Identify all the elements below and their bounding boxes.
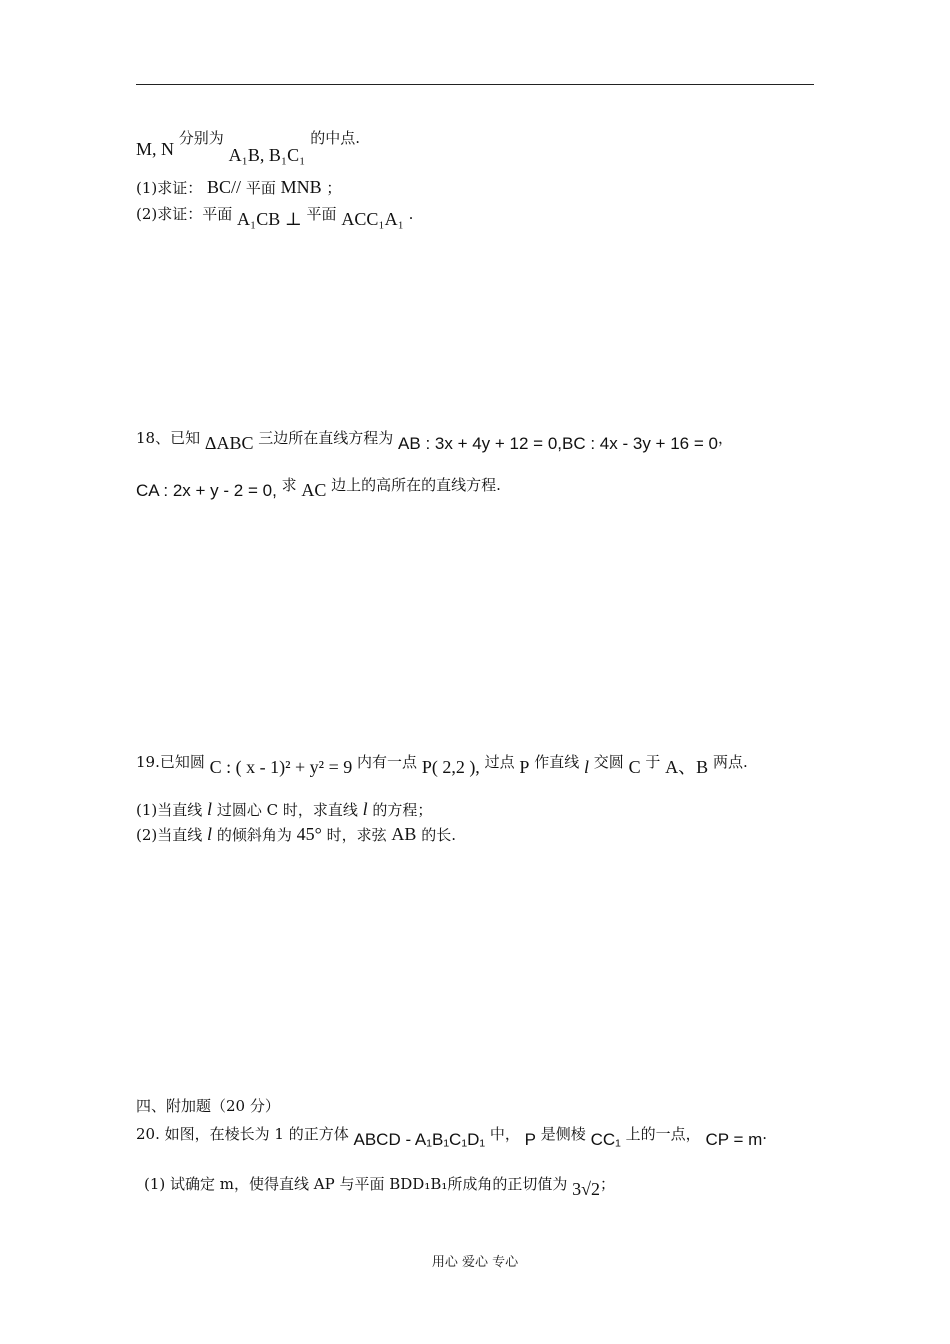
q17-continuation: M, N 分别为 A₁B, B₁C₁ 的中点. bbox=[136, 129, 360, 165]
section-title-additional: 四、附加题（20 分） bbox=[136, 1097, 280, 1115]
q18-line1: 18、已知 ΔABC 三边所在直线方程为 AB : 3x + 4y + 12 = 0,BC : 4x - 3y + 16 = 0， bbox=[136, 429, 733, 453]
cube-name: ABCD - A₁B₁C₁D₁ bbox=[353, 1130, 486, 1149]
question-number-20: 20. 如图，在棱长为 1 的正方体 bbox=[136, 1125, 349, 1143]
q20-part1: (1) 试确定 m，使得直线 AP 与平面 BDD₁B₁所成角的正切值为 3√2； bbox=[144, 1175, 616, 1199]
equation-ab-bc: AB : 3x + 4y + 12 = 0,BC : 4x - 3y + 16 = 0 bbox=[398, 434, 718, 453]
q19-part1: (1)当直线 l 过圆心 C 时，求直线 l 的方程； bbox=[136, 799, 433, 819]
q19-line1: 19.已知圆 C : ( x - 1)² + y² = 9 内有一点 P( 2,2 ), 过点 P 作直线 l 交圆 C 于 A、B 两点. bbox=[136, 753, 748, 777]
q17-part2: (2)求证：平面 A₁CB ⊥ 平面 ACC₁A₁ . bbox=[136, 205, 414, 229]
q20-line1: 20. 如图，在棱长为 1 的正方体 ABCD - A₁B₁C₁D₁ 中， P 是侧棱 CC₁ 上的一点， CP = m. bbox=[136, 1125, 768, 1149]
sqrt-value: 3√2 bbox=[572, 1179, 601, 1199]
page-footer: 用心 爱心 专心 bbox=[431, 1255, 519, 1270]
header-rule bbox=[136, 84, 814, 85]
q18-line2: CA : 2x + y - 2 = 0, 求 AC 边上的高所在的直线方程. bbox=[136, 476, 501, 500]
circle-equation: C : ( x - 1)² + y² = 9 bbox=[209, 757, 353, 777]
q17-part1: (1)求证： BC// 平面 MNB ； bbox=[136, 177, 342, 197]
equation-ca: CA : 2x + y - 2 = 0, bbox=[136, 481, 277, 500]
q19-part2: (2)当直线 l 的倾斜角为 45° 时，求弦 AB 的长. bbox=[136, 824, 456, 844]
math-a1b-b1c1: A₁B, B₁C₁ bbox=[228, 145, 306, 165]
math-mn: M, N bbox=[136, 139, 175, 159]
question-number-19: 19.已知圆 bbox=[136, 753, 205, 771]
question-number-18: 18、已知 bbox=[136, 429, 201, 447]
